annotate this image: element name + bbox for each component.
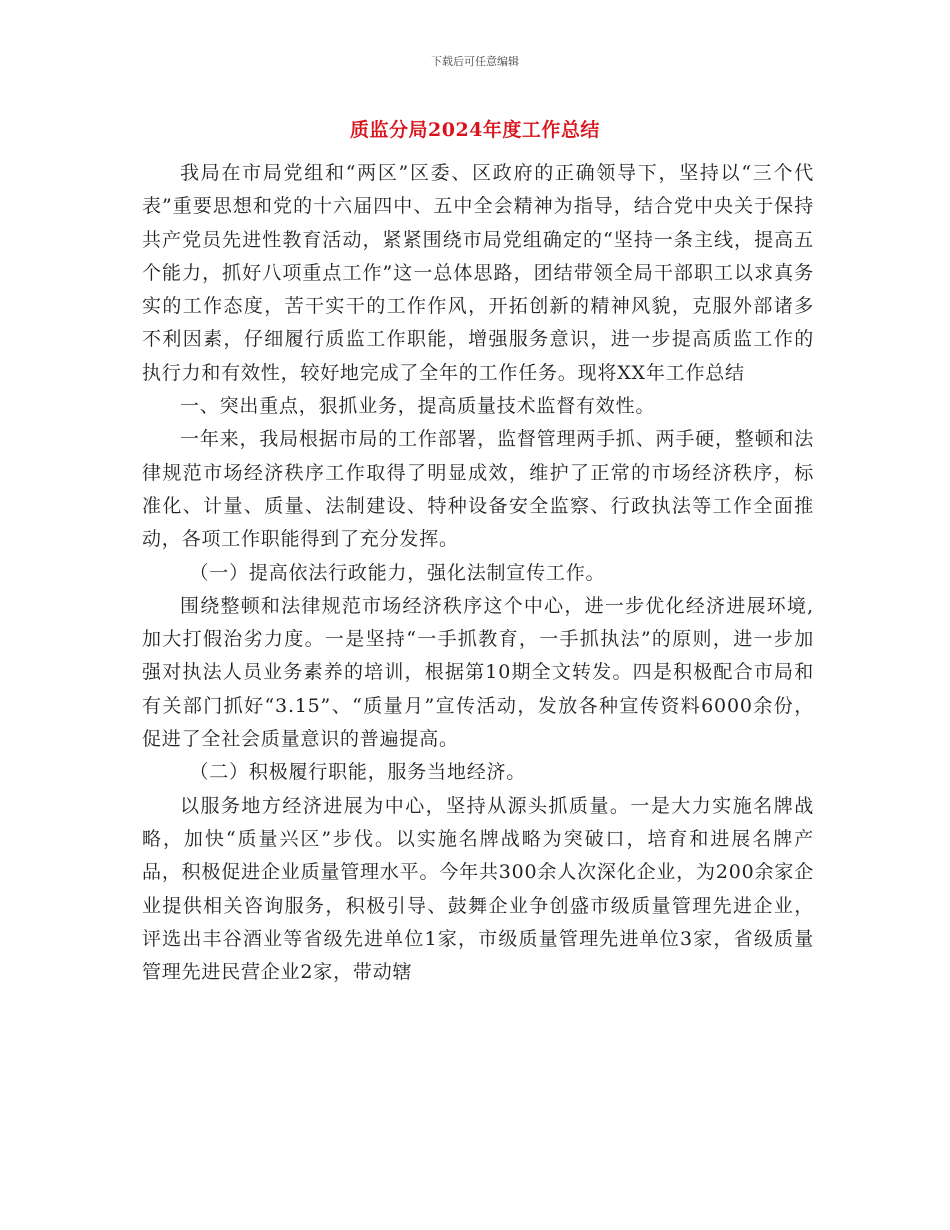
subsection-heading-2: （二）积极履行职能，服务当地经济。 — [189, 761, 527, 784]
document-title: 质监分局2024年度工作总结 — [350, 119, 600, 141]
paragraph-subsection-1: 围绕整顿和法律规范市场经济秩序这个中心，进一步优化经济进展环境,加大打假治劣力度。一是坚持“一手抓教育，一手抓执法”的原则，进一步加强对执法人员业务素养的培训，根据第10期全文转发。四是积极配合市局和有关部门抓好“3.15”、“质量月”宣传活动，发放各种宣传资料6000余份，促进了全社会质量意识的普遍提高。 — [142, 594, 814, 751]
paragraph-intro: 我局在市局党组和“两区”区委、区政府的正确领导下，坚持以“三个代表”重要思想和党的十六届四中、五中全会精神为指导，结合党中央关于保持共产党员先进性教育活动，紧紧围绕市局党组确定的“坚持一条主线，提高五个能力，抓好八项重点工作”这一总体思路，团结带领全局干部职工以求真务实的工作态度，苦干实干的工作作风，开拓创新的精神风貌，克服外部诸多不利因素，仔细履行质监工作职能，增强服务意识，进一步提高质监工作的执行力和有效性，较好地完成了全年的工作任务。现将XX年工作总结 — [142, 162, 814, 384]
paragraph-subsection-2: 以服务地方经济进展为中心，坚持从源头抓质量。一是大力实施名牌战略，加快“质量兴区”步伐。以实施名牌战略为突破口，培育和进展名牌产品，积极促进企业质量管理水平。今年共300余人次深化企业，为200余家企业提供相关咨询服务，积极引导、鼓舞企业争创盛市级质量管理先进企业，评选出丰谷酒业等省级先进单位1家，市级质量管理先进单位3家，省级质量管理先进民营企业2家，带动辖 — [142, 794, 814, 984]
header-note: 下载后可任意编辑 — [431, 55, 519, 68]
subsection-heading-1: （一）提高依法行政能力，强化法制宣传工作。 — [189, 561, 606, 584]
section-heading-1: 一、突出重点，狠抓业务，提高质量技术监督有效性。 — [180, 395, 656, 418]
paragraph-section-1: 一年来，我局根据市局的工作部署，监督管理两手抓、两手硬，整顿和法律规范市场经济秩序工作取得了明显成效，维护了正常的市场经济秩序，标准化、计量、质量、法制建设、特种设备安全监察、行政执法等工作全面推动，各项工作职能得到了充分发挥。 — [142, 428, 814, 551]
document-body — [142, 157, 814, 989]
